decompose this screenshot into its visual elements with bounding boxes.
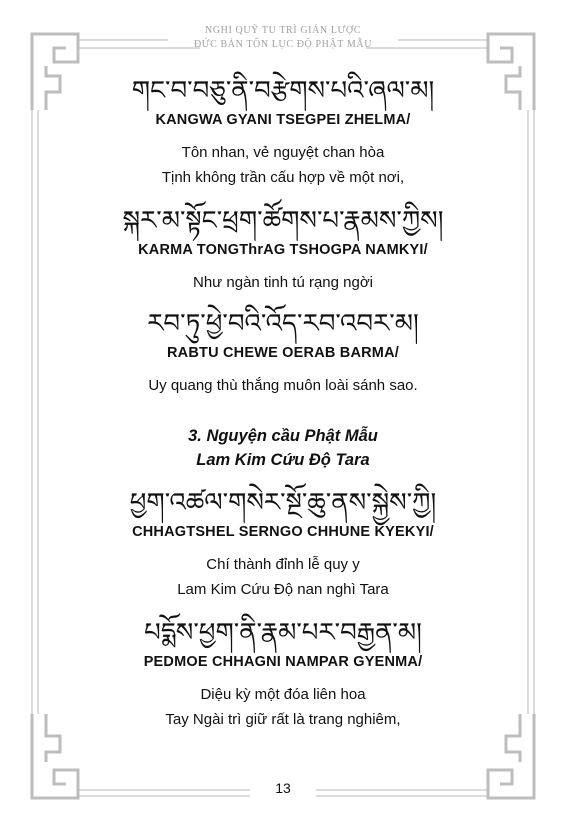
tibetan-line: སྐར་མ་སྟོང་ཕྲག་ཚོགས་པ་རྣམས་ཀྱིས། xyxy=(122,206,444,236)
translation-line: Tịnh không trần cấu hợp về một nơi, xyxy=(161,169,405,186)
verse-block xyxy=(60,74,506,190)
tibetan-line: ཕྱག་འཚལ་གསེར་སྔོ་ཆུ་ནས་སྐྱེས་ཀྱི། xyxy=(129,488,437,518)
tibetan-line: གང་བ་བཅུ་ནི་བརྩེགས་པའི་ཞལ་མ། xyxy=(131,76,435,106)
tibetan-line: རབ་ཏུ་ཕྱེ་བའི་འོད་རབ་འབར་མ། xyxy=(147,309,419,339)
transliteration-line: CHHAGTSHEL SERNGO CHHUNE KYEKYI/ xyxy=(132,524,434,540)
section-heading xyxy=(60,424,506,472)
transliteration-line: RABTU CHEWE OERAB BARMA/ xyxy=(167,345,399,361)
translation-line: Như ngàn tinh tú rạng ngời xyxy=(193,274,373,291)
page-number: 13 xyxy=(275,780,291,796)
translation-line: Chí thành đỉnh lễ quy y xyxy=(206,556,360,573)
transliteration-line: KARMA TONGThrAG TSHOGPA NAMKYI/ xyxy=(138,242,428,258)
section-title-line-1: 3. Nguyện cầu Phật Mẫu xyxy=(188,427,378,445)
translation-line: Tôn nhan, vẻ nguyệt chan hòa xyxy=(181,144,385,161)
verse-block xyxy=(60,616,506,732)
translation-line: Tay Ngài trì giữ rất là trang nghiêm, xyxy=(165,711,401,728)
transliteration-line: KANGWA GYANI TSEGPEI ZHELMA/ xyxy=(155,112,411,128)
page-content xyxy=(60,74,506,740)
verse-block xyxy=(60,307,506,398)
transliteration-line: PEDMOE CHHAGNI NAMPAR GYENMA/ xyxy=(143,654,423,670)
verse-block xyxy=(60,204,506,295)
header-line-2: ĐỨC BẢN TÔN LỤC ĐỘ PHẬT MẪU xyxy=(193,39,373,50)
translation-line: Diệu kỳ một đóa liên hoa xyxy=(200,686,366,703)
translation-line: Uy quang thù thắng muôn loài sánh sao. xyxy=(148,377,418,394)
translation-line: Lam Kim Cứu Độ nan nghì Tara xyxy=(177,581,389,598)
verse-block xyxy=(60,486,506,602)
section-title-line-2: Lam Kim Cứu Độ Tara xyxy=(196,451,370,469)
running-header xyxy=(0,24,566,52)
header-line-1: NGHI QUỸ TU TRÌ GIẢN LƯỢC xyxy=(205,25,361,36)
tibetan-line: པདྨོས་ཕྱག་ནི་རྣམ་པར་བརྒྱན་མ། xyxy=(144,618,422,648)
